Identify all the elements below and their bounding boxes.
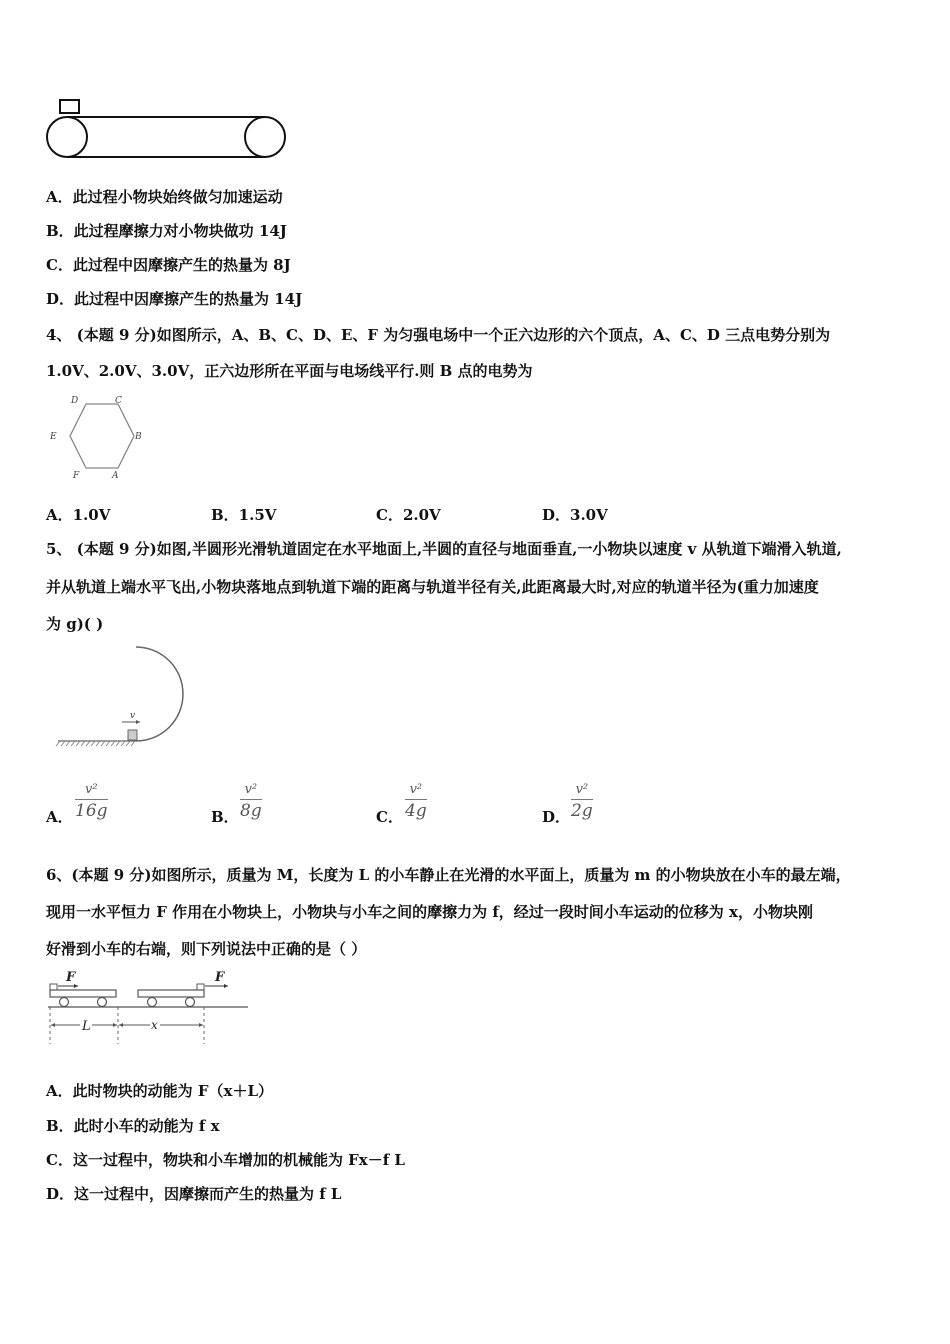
block: [60, 100, 79, 113]
q6-option-a: A．此时物块的动能为 F（x＋L）: [46, 1082, 274, 1100]
hex-label-f: F: [73, 471, 80, 481]
hex-label-c: C: [115, 396, 122, 406]
hex-label-a: A: [112, 471, 119, 481]
semicircle-track-figure: [54, 642, 194, 747]
right-pulley: [245, 117, 285, 157]
q5-option-d-fraction: [571, 782, 593, 821]
q5-option-b-fraction: [240, 782, 262, 821]
displacement-label: x: [151, 1018, 158, 1032]
force-label-left: F: [66, 970, 76, 985]
q5-option-a-numerator: v²: [75, 782, 108, 800]
q6-stem-line2: 现用一水平恒力 F 作用在小物块上，小物块与小车之间的摩擦力为 f，经过一段时间小车运动的位移为 x，小物块刚: [46, 903, 813, 921]
q4-option-d: D．3.0V: [542, 506, 608, 524]
hex-label-e: E: [50, 432, 57, 442]
q6-stem-line3: 好滑到小车的右端，则下列说法中正确的是（ ）: [46, 940, 367, 958]
q5-option-c-fraction: [405, 782, 427, 821]
q5-option-c-letter: C．: [376, 808, 403, 826]
q5-option-c-numerator: v²: [405, 782, 427, 800]
q5-option-b-letter: B．: [211, 808, 239, 826]
velocity-label: v: [130, 711, 136, 721]
q5-option-b-numerator: v²: [240, 782, 262, 800]
q4-option-c: C．2.0V: [376, 506, 441, 524]
q5-option-d-letter: D．: [542, 808, 571, 826]
q5-option-d-denominator: 2g: [571, 801, 593, 821]
q5-option-a-fraction: [75, 782, 108, 821]
q3-option-c: C．此过程中因摩擦产生的热量为 8J: [46, 256, 291, 274]
hex-label-d: D: [71, 396, 79, 406]
conveyor-belt-figure: [40, 95, 295, 165]
left-pulley: [47, 117, 87, 157]
cart-figure: [44, 966, 254, 1048]
q5-option-a-denominator: 16g: [75, 801, 108, 821]
q4-option-b: B．1.5V: [211, 506, 277, 524]
length-label: L: [82, 1019, 91, 1034]
q3-option-b: B．此过程摩擦力对小物块做功 14J: [46, 222, 287, 240]
hexagon-figure: [44, 390, 154, 485]
q5-option-d-numerator: v²: [571, 782, 593, 800]
q5-option-a-letter: A．: [46, 808, 73, 826]
q4-option-a: A．1.0V: [46, 506, 111, 524]
q4-stem-line1: 4、 (本题 9 分)如图所示，A、B、C、D、E、F 为匀强电场中一个正六边形的六个顶点，A、C、D 三点电势分别为: [46, 326, 831, 344]
force-label-right: F: [215, 970, 225, 985]
q5-stem-line2: 并从轨道上端水平飞出,小物块落地点到轨道下端的距离与轨道半径有关,此距离最大时,对应的轨道半径为(重力加速度: [46, 578, 819, 596]
q5-stem-line3: 为 g)( ): [46, 615, 104, 633]
q5-option-b-denominator: 8g: [240, 801, 262, 821]
q3-option-d: D．此过程中因摩擦产生的热量为 14J: [46, 290, 303, 308]
q5-option-c-denominator: 4g: [405, 801, 427, 821]
q4-stem-line2: 1.0V、2.0V、3.0V，正六边形所在平面与电场线平行.则 B 点的电势为: [46, 362, 533, 380]
small-block: [128, 730, 137, 740]
hex-label-b: B: [135, 432, 142, 442]
q3-option-a: A．此过程小物块始终做匀加速运动: [46, 188, 283, 206]
q6-stem-line1: 6、(本题 9 分)如图所示，质量为 M，长度为 L 的小车静止在光滑的水平面上，质量为 m 的小物块放在小车的最左端，: [46, 866, 851, 884]
q5-stem-line1: 5、 (本题 9 分)如图,半圆形光滑轨道固定在水平地面上,半圆的直径与地面垂直,一小物块以速度 v 从轨道下端滑入轨道,: [46, 540, 842, 558]
q6-option-b: B．此时小车的动能为 f x: [46, 1117, 220, 1135]
q6-option-c: C．这一过程中，物块和小车增加的机械能为 Fx－f L: [46, 1151, 405, 1169]
q6-option-d: D．这一过程中，因摩擦而产生的热量为 f L: [46, 1185, 342, 1203]
